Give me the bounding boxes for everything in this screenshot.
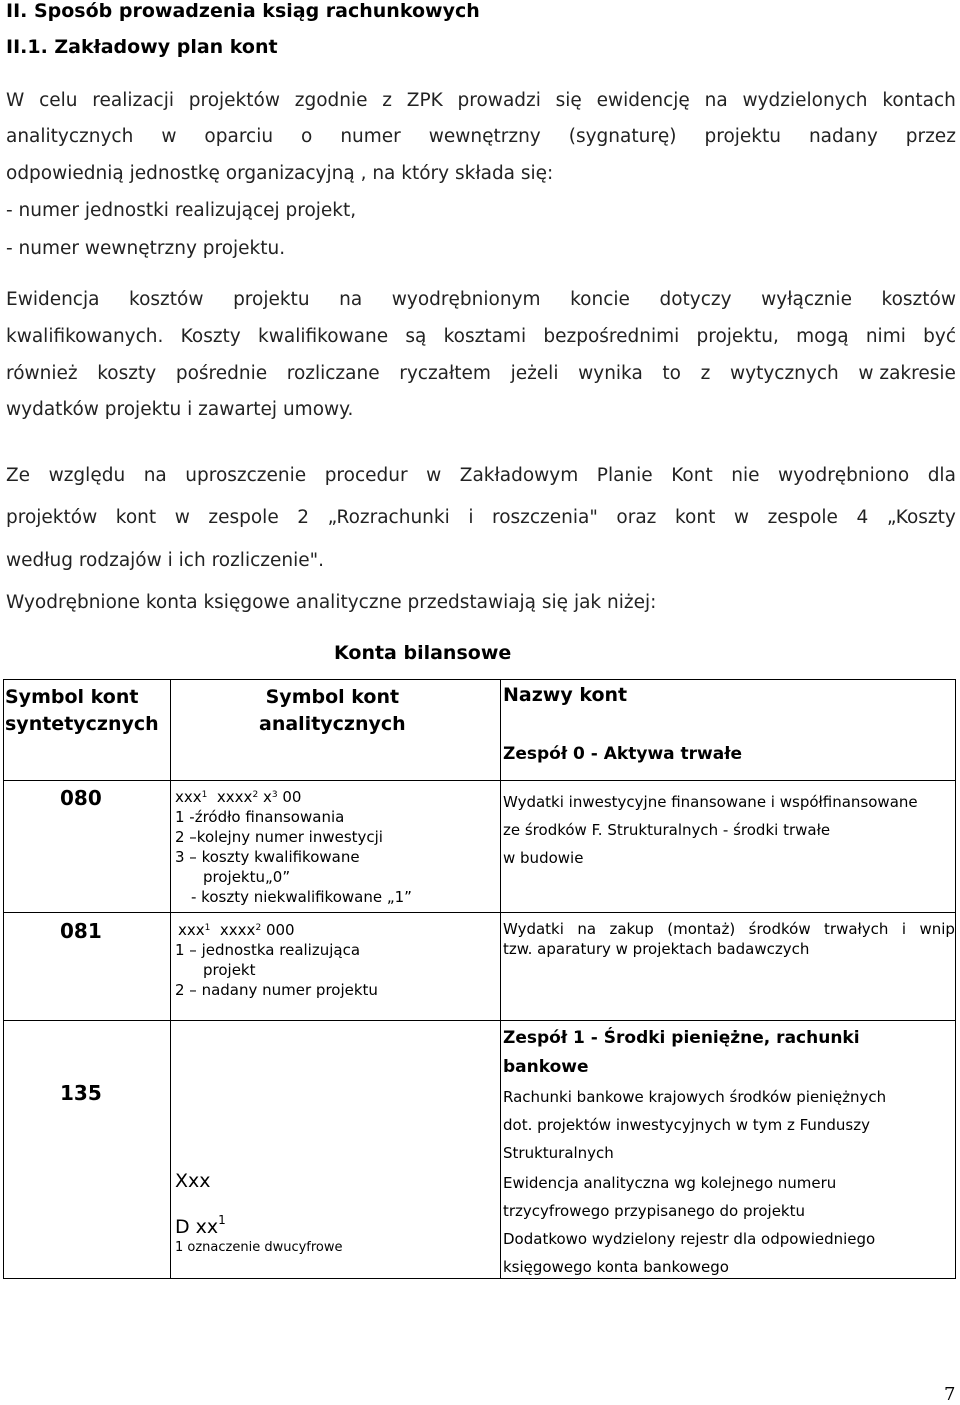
- analytic-code: Xxx: [175, 1170, 211, 1192]
- account-description: w budowie: [503, 849, 584, 867]
- account-symbol: 081: [60, 919, 102, 943]
- code-note: 1 -źródło finansowania: [175, 808, 345, 826]
- word: nimi: [865, 326, 906, 347]
- word: numer: [340, 126, 401, 147]
- word: jeżeli: [510, 363, 559, 384]
- word: w: [161, 126, 177, 147]
- word: koncie: [570, 289, 630, 310]
- column-header-names: Nazwy kont: [503, 684, 628, 706]
- word: na: [704, 90, 728, 111]
- account-description: Rachunki bankowe krajowych środków pieniężnych: [503, 1088, 887, 1106]
- word: 2: [297, 507, 310, 528]
- word: w: [174, 507, 190, 528]
- code-note: 1 oznaczenie dwucyfrowe: [175, 1240, 343, 1255]
- paragraph-line: według rodzajów i ich rozliczenie".: [6, 550, 324, 571]
- paragraph-line: Wyodrębnione konta księgowe analityczne przedstawiają się jak niżej:: [6, 592, 657, 613]
- account-description: Strukturalnych: [503, 1144, 614, 1162]
- word: na: [143, 465, 167, 486]
- account-description: dot. projektów inwestycyjnych w tym z Funduszy: [503, 1116, 871, 1134]
- word: wyłącznie: [761, 289, 852, 310]
- word: procedur: [324, 465, 408, 486]
- word: ryczałtem: [399, 363, 491, 384]
- word: pośrednie: [175, 363, 268, 384]
- word: zakup: [609, 920, 654, 938]
- word: uproszczenie: [185, 465, 307, 486]
- column-header-synthetic: Symbol kont syntetycznych: [5, 686, 159, 735]
- subsection-heading: II.1. Zakładowy plan kont: [6, 36, 278, 58]
- word: mogą: [796, 326, 849, 347]
- table-divider: [3, 780, 956, 781]
- word: (sygnaturę): [568, 126, 677, 147]
- word: oparciu: [204, 126, 274, 147]
- account-description: Dodatkowo wydzielony rejestr dla odpowiedniego: [503, 1230, 876, 1248]
- word: kwalifikowane: [258, 326, 389, 347]
- paragraph-line: [6, 507, 956, 528]
- word: kwalifikowanych.: [6, 326, 164, 347]
- word: Koszty: [180, 326, 241, 347]
- word: Ewidencja: [6, 289, 100, 310]
- word: i: [901, 920, 907, 938]
- table-column-divider: [500, 679, 501, 1279]
- table-title: Konta bilansowe: [334, 642, 512, 664]
- table-border-top: [3, 679, 956, 680]
- paragraph-line: [6, 363, 956, 384]
- word: kosztami: [443, 326, 527, 347]
- word: z: [700, 363, 711, 384]
- word: wnip: [919, 920, 955, 938]
- word: wydzielonych: [742, 90, 868, 111]
- column-header-analytic: Symbol kont analitycznych: [259, 686, 406, 735]
- word: wyodrębniono: [778, 465, 910, 486]
- word: na: [339, 289, 363, 310]
- word: się: [555, 90, 582, 111]
- word: projektów: [188, 90, 280, 111]
- word: Wydatki: [503, 920, 564, 938]
- table-divider: [3, 1020, 956, 1021]
- word: w zakresie: [858, 363, 956, 384]
- word: względu: [48, 465, 126, 486]
- word: roszczenia": [492, 507, 598, 528]
- word: kosztów: [881, 289, 956, 310]
- word: są: [405, 326, 427, 347]
- word: być: [923, 326, 956, 347]
- table-column-divider: [170, 679, 171, 1279]
- paragraph-line: [6, 289, 956, 310]
- account-symbol: 135: [60, 1081, 102, 1105]
- code-note: 2 –kolejny numer inwestycji: [175, 828, 383, 846]
- word: Planie: [596, 465, 653, 486]
- word: 4: [856, 507, 869, 528]
- paragraph-line: [6, 90, 956, 111]
- account-description: tzw. aparatury w projektach badawczych: [503, 940, 810, 958]
- word: projektu: [233, 289, 310, 310]
- group-label: Zespół 0 - Aktywa trwałe: [503, 744, 743, 764]
- word: nadany: [808, 126, 878, 147]
- word: (montaż): [667, 920, 736, 938]
- word: „Rozrachunki: [327, 507, 450, 528]
- word: projektów: [6, 507, 98, 528]
- word: prowadzi: [457, 90, 541, 111]
- paragraph-line: wydatków projektu i zawartej umowy.: [6, 399, 354, 420]
- word: projektu: [704, 126, 781, 147]
- word: W: [6, 90, 25, 111]
- code-note: 1 – jednostka realizująca: [175, 941, 361, 959]
- code-note: projektu„0”: [203, 868, 291, 886]
- word: Zakładowym: [459, 465, 579, 486]
- word: Kont: [671, 465, 713, 486]
- word: na: [577, 920, 597, 938]
- word: bezpośrednimi: [543, 326, 680, 347]
- word: dla: [927, 465, 956, 486]
- word: dotyczy: [659, 289, 732, 310]
- analytic-code: D $xx^1$: [175, 1213, 226, 1238]
- word: to: [662, 363, 681, 384]
- word: wytycznych: [730, 363, 839, 384]
- section-heading: II. Sposób prowadzenia ksiąg rachunkowych: [6, 0, 480, 22]
- account-description: trzycyfrowego przypisanego do projektu: [503, 1202, 805, 1220]
- list-item: - numer jednostki realizującej projekt,: [6, 200, 357, 221]
- table-border-left: [3, 679, 4, 1279]
- word: zespole: [208, 507, 279, 528]
- table-border-bottom: [3, 1278, 956, 1279]
- account-description: ze środków F. Strukturalnych - środki trwałe: [503, 821, 831, 839]
- paragraph-line: [6, 326, 956, 347]
- word: wynika: [578, 363, 643, 384]
- word: również: [6, 363, 78, 384]
- analytic-code: xxx$^1$ xxxx$^2$ $x^3$ 00: [175, 788, 302, 806]
- word: wyodrębnionym: [391, 289, 541, 310]
- page-number: 7: [944, 1384, 956, 1405]
- word: trwałych: [824, 920, 889, 938]
- word: koszty: [97, 363, 157, 384]
- word: w: [733, 507, 750, 528]
- word: kontach: [882, 90, 956, 111]
- table-divider: [3, 912, 956, 913]
- word: kosztów: [129, 289, 204, 310]
- word: w: [426, 465, 442, 486]
- word: wewnętrzny: [428, 126, 541, 147]
- account-description: [503, 920, 955, 938]
- account-symbol: 080: [60, 786, 102, 810]
- word: zgodnie: [294, 90, 368, 111]
- word: o: [301, 126, 313, 147]
- account-description: księgowego konta bankowego: [503, 1258, 729, 1276]
- account-description: Ewidencja analityczna wg kolejnego numeru: [503, 1174, 837, 1192]
- word: „Koszty: [886, 507, 956, 528]
- word: projektu,: [696, 326, 779, 347]
- word: oraz: [616, 507, 657, 528]
- paragraph-line: [6, 465, 956, 486]
- word: analitycznych: [6, 126, 134, 147]
- code-note: projekt: [203, 961, 256, 979]
- account-description: Wydatki inwestycyjne finansowane i współfinansowane: [503, 793, 918, 811]
- analytic-code: xxx$^1$ xxxx$^2$ 000: [178, 921, 295, 939]
- word: realizacji: [92, 90, 174, 111]
- word: kont: [674, 507, 716, 528]
- word: nie: [731, 465, 760, 486]
- code-note: 2 – nadany numer projektu: [175, 981, 378, 999]
- group-label: Zespół 1 - Środki pieniężne, rachunki: [503, 1028, 860, 1048]
- code-note: - koszty niekwalifikowane „1”: [191, 888, 412, 906]
- word: zespole: [767, 507, 838, 528]
- list-item: - numer wewnętrzny projektu.: [6, 238, 286, 259]
- word: środków: [748, 920, 811, 938]
- word: i: [468, 507, 474, 528]
- paragraph-line: [6, 126, 956, 147]
- code-note: 3 – koszty kwalifikowane: [175, 848, 360, 866]
- word: z: [382, 90, 393, 111]
- word: kont: [115, 507, 157, 528]
- word: rozliczane: [286, 363, 380, 384]
- word: Ze: [6, 465, 31, 486]
- word: przez: [905, 126, 956, 147]
- word: celu: [39, 90, 78, 111]
- table-border-right: [955, 679, 956, 1279]
- paragraph-line: odpowiednią jednostkę organizacyjną , na który składa się:: [6, 163, 554, 184]
- group-label: bankowe: [503, 1057, 589, 1077]
- word: ewidencję: [596, 90, 690, 111]
- word: ZPK: [406, 90, 443, 111]
